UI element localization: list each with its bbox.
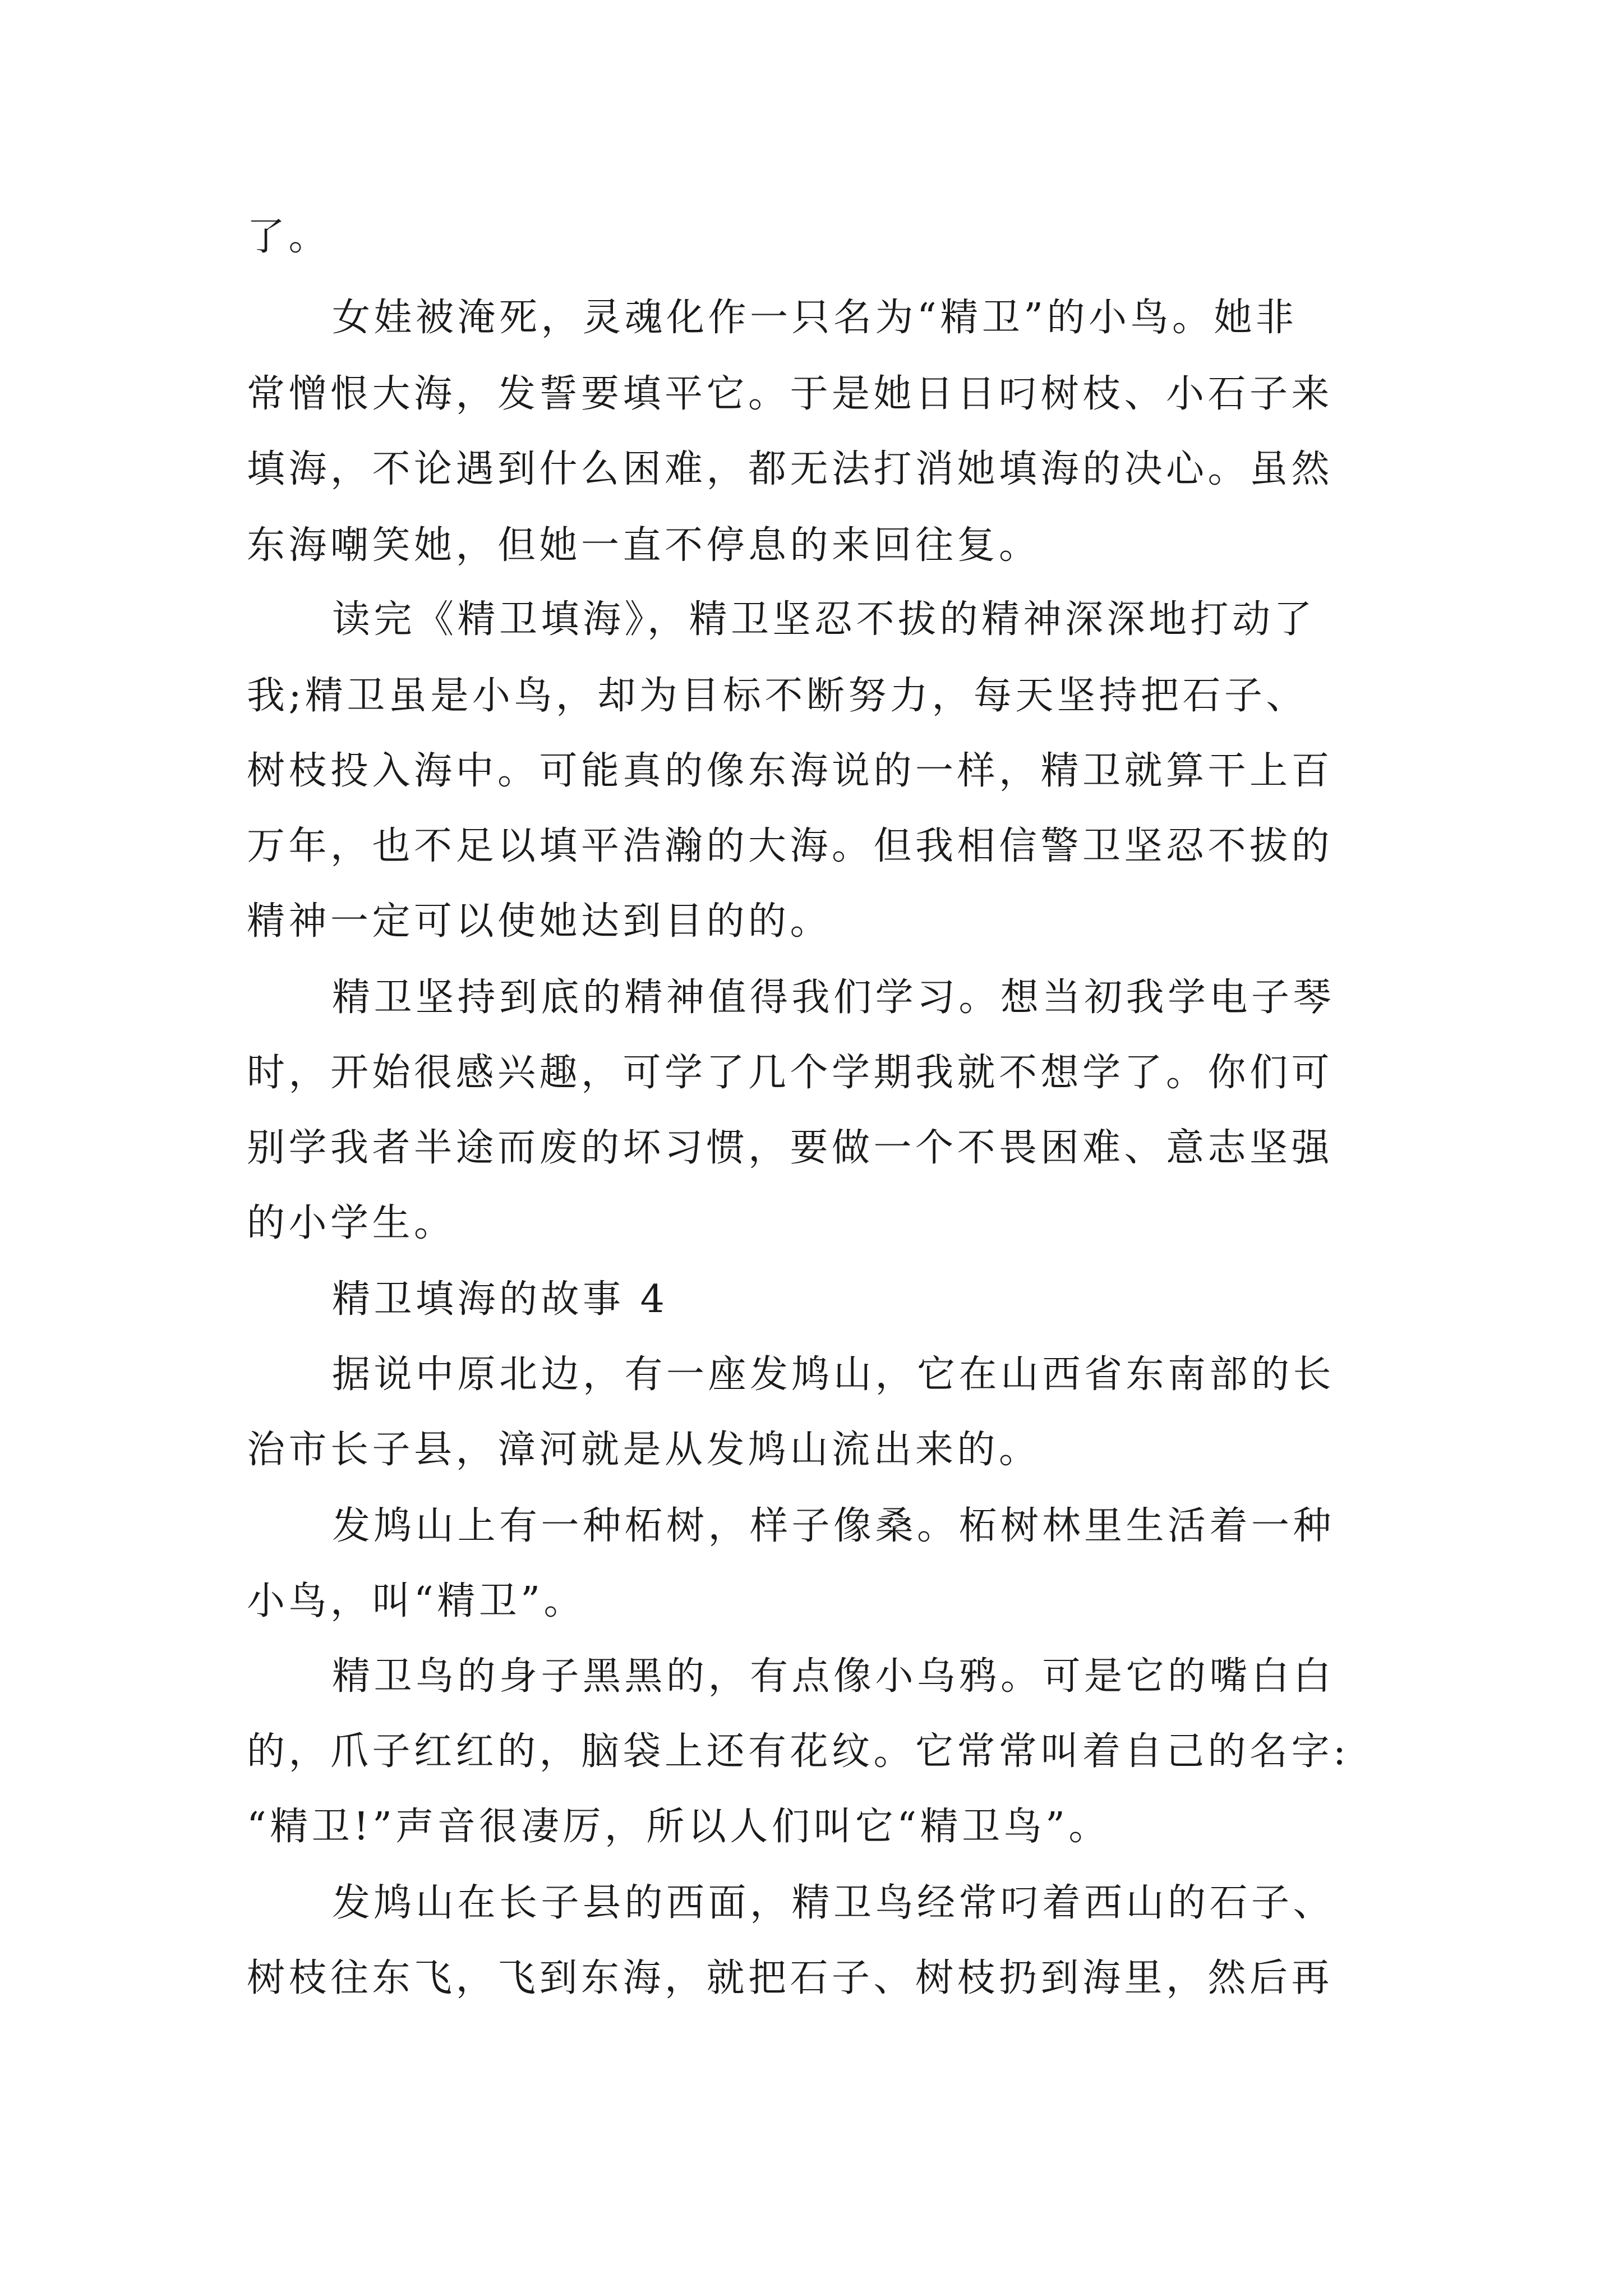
paragraph-line: 发鸠山上有一种柘树，样子像桑。柘树林里生活着一种 xyxy=(332,1504,1335,1548)
text-line: 精神一定可以使她达到目的的。 xyxy=(247,899,832,944)
text-line: 东海嘲笑她，但她一直不停息的来回往复。 xyxy=(247,523,1041,568)
text-line: 树枝往东飞，飞到东海，就把石子、树枝扔到海里，然后再 xyxy=(247,1956,1334,2000)
paragraph-line: 读完《精卫填海》，精卫坚忍不拔的精神深深地打动了 xyxy=(332,597,1316,642)
text-line: 万年，也不足以填平浩瀚的大海。但我相信警卫坚忍不拔的 xyxy=(247,824,1334,868)
paragraph-line: 据说中原北边，有一座发鸠山，它在山西省东南部的长 xyxy=(332,1352,1335,1397)
section-heading: 精卫填海的故事 4 xyxy=(332,1277,668,1322)
text-line: “精卫!”声音很凄厉，所以人们叫它“精卫鸟”。 xyxy=(247,1805,1110,1849)
text-line: 治市长子县，漳河就是从发鸠山流出来的。 xyxy=(247,1428,1041,1472)
text-line: 时，开始很感兴趣，可学了几个学期我就不想学了。你们可 xyxy=(247,1051,1334,1095)
text-line: 常憎恨大海，发誓要填平它。于是她日日叼树枝、小石子来 xyxy=(247,372,1334,416)
text-line: 我;精卫虽是小鸟，却为目标不断努力，每天坚持把石子、 xyxy=(247,674,1308,718)
text-line: 的小学生。 xyxy=(247,1201,456,1245)
text-line: 了。 xyxy=(247,215,331,259)
paragraph-line: 发鸠山在长子县的西面，精卫鸟经常叼着西山的石子、 xyxy=(332,1881,1335,1925)
text-line: 小鸟，叫“精卫”。 xyxy=(247,1579,586,1623)
paragraph-line: 精卫坚持到底的精神值得我们学习。想当初我学电子琴 xyxy=(332,976,1335,1020)
text-line: 树枝投入海中。可能真的像东海说的一样，精卫就算干上百 xyxy=(247,749,1334,793)
text-line: 别学我者半途而废的坏习惯，要做一个不畏困难、意志坚强 xyxy=(247,1126,1334,1170)
paragraph-line: 精卫鸟的身子黑黑的，有点像小乌鸦。可是它的嘴白白 xyxy=(332,1654,1335,1699)
paragraph-line: 女娃被淹死，灵魂化作一只名为“精卫”的小鸟。她非 xyxy=(332,296,1298,340)
text-line: 的，爪子红红的，脑袋上还有花纹。它常常叫着自己的名字: xyxy=(247,1729,1350,1774)
text-line: 填海，不论遇到什么困难，都无法打消她填海的决心。虽然 xyxy=(247,447,1334,491)
